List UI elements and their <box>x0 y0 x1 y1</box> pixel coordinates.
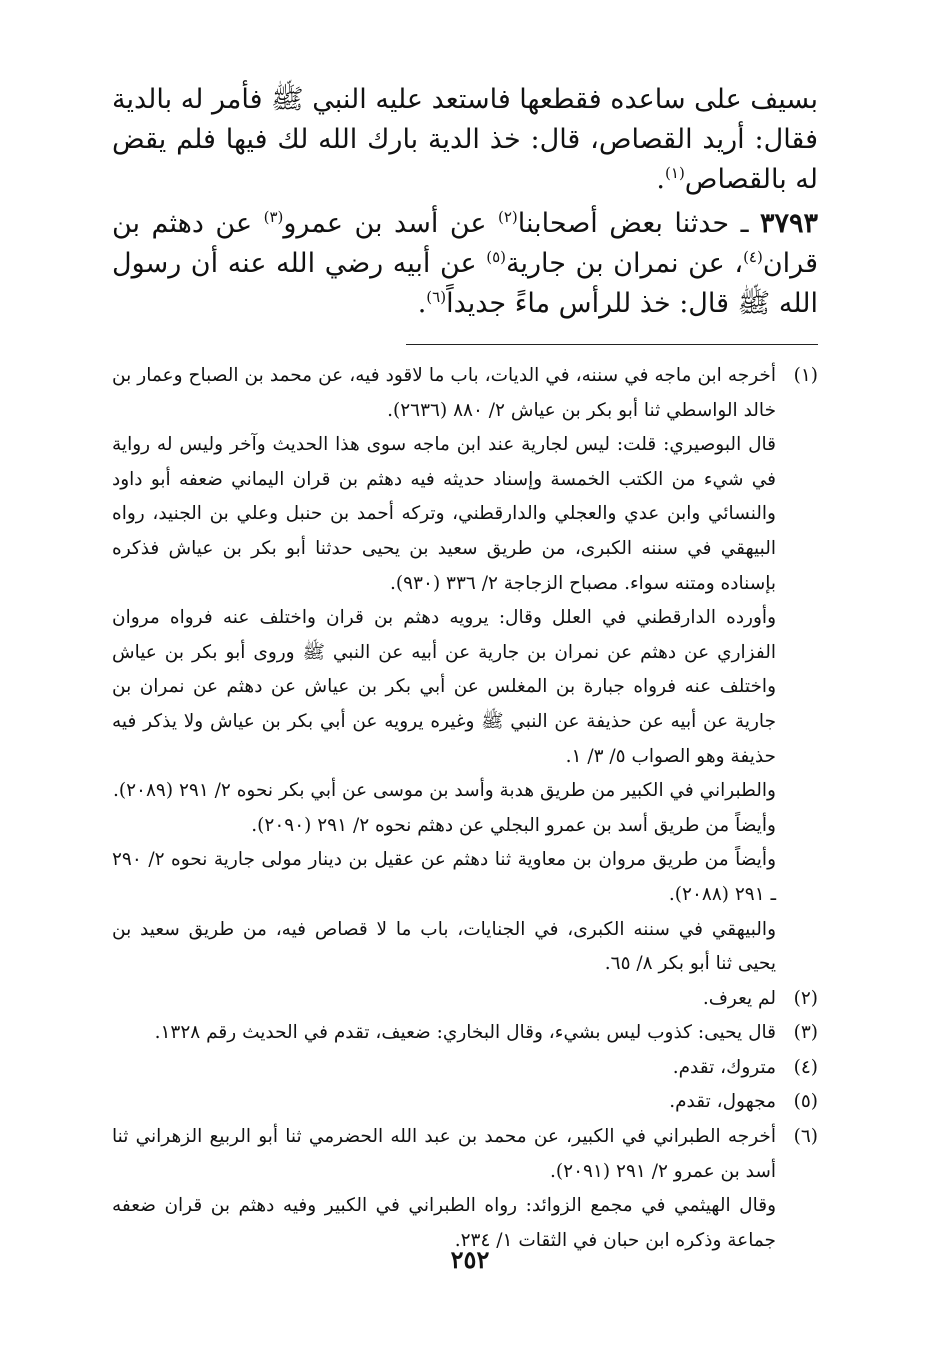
punctuation: . <box>656 164 666 195</box>
footnote-body <box>112 1085 776 1120</box>
footnote-paragraph: متروك، تقدم. <box>672 1056 776 1078</box>
footnote-1 <box>112 359 818 982</box>
footnote-5 <box>112 1085 818 1120</box>
footnote-number: (٢) <box>793 987 818 1009</box>
footnotes <box>112 359 818 1258</box>
footnote-body <box>112 359 776 982</box>
footnote-ref-2: (٢) <box>498 208 518 226</box>
main-text <box>112 80 818 324</box>
footnote-ref-1: (١) <box>665 164 685 182</box>
hadith-3793 <box>112 204 818 324</box>
hadith-text: حدثنا بعض أصحابنا <box>517 208 730 239</box>
hadith-text: عن أبيه رضي الله عنه أن رسول الله ﷺ قال: خذ للرأس ماءً جديداً <box>112 248 818 319</box>
footnote-paragraph: وقال الهيثمي في مجمع الزوائد: رواه الطبراني في الكبير وفيه دهثم بن قران ضعفه جماعة وذكره ابن حبان في الثقات ١/ ٢٣٤. <box>112 1195 776 1251</box>
footnote-paragraph: قال البوصيري: قلت: ليس لجارية عند ابن ماجه سوى هذا الحديث وآخر وليس له رواية في شيء من الكتب الخمسة وإسناد حديثه فيه دهثم بن قران اليماني ضعفه أبو داود والنسائي وابن عدي والعجلي والدارقطني، وتركه أحمد بن حنبل وعلي بن الجنيد، رواه البيهقي في سننه الكبرى، من طريق سعيد بن يحيى حدثنا أبو بكر بن عياش فذكره بإسناده ومتنه سواء. مصباح الزجاجة ٢/ ٣٣٦ (٩٣٠). <box>112 434 776 594</box>
footnote-body <box>112 982 776 1017</box>
dash: ـ <box>729 208 760 239</box>
footnote-paragraph: وأيضاً من طريق مروان بن معاوية ثنا دهثم عن عقيل بن دينار مولى جارية نحوه ٢/ ٢٩٠ ـ ٢٩١ (٢٠٨٨). <box>112 849 777 905</box>
footnote-ref-3: (٣) <box>263 208 284 226</box>
footnote-divider <box>406 344 818 345</box>
hadith-number: ٣٧٩٣ <box>760 208 819 239</box>
footnote-ref-5: (٥) <box>486 248 507 266</box>
footnote-number: (٣) <box>793 1022 818 1044</box>
footnote-body <box>112 1016 776 1051</box>
footnote-body <box>112 1120 776 1258</box>
main-paragraph-text: بسيف على ساعده فقطعها فاستعد عليه النبي ﷺ فأمر له بالدية فقال: أريد القصاص، قال: خذ الدية بارك الله لك فيها فلم يقض له بالقصاص <box>111 84 818 195</box>
hadith-text: ، عن نمران بن جارية <box>506 248 744 279</box>
footnote-paragraph: أخرجه الطبراني في الكبير، عن محمد بن عبد الله الحضرمي ثنا أبو الربيع الزهراني ثنا أسد بن عمرو ٢/ ٢٩١ (٢٠٩١). <box>112 1126 776 1182</box>
footnote-number: (٦) <box>793 1126 818 1148</box>
footnote-body <box>112 1051 776 1086</box>
footnote-paragraph: وأورده الدارقطني في العلل وقال: يرويه دهثم بن قران واختلف عنه فرواه مروان الفزاري عن دهثم عن نمران بن جارية عن أبيه عن النبي ﷺ وروى أبو بكر بن عياش واختلف عنه فرواه جبارة بن المغلس عن أبي بكر بن عياش عن دهثم عن نمران بن جارية عن أبيه عن حذيفة عن النبي ﷺ وغيره يرويه عن أبي بكر بن عياش ولا يذكر فيه حذيفة وهو الصواب ٥/ ٣/ ١. <box>112 607 776 767</box>
footnote-paragraph: وأيضاً من طريق أسد بن عمرو البجلي عن دهثم نحوه ٢/ ٢٩١ (٢٠٩٠). <box>251 814 776 836</box>
footnote-paragraph: أخرجه ابن ماجه في سننه، في الديات، باب ما لاقود فيه، عن محمد بن الصباح وعمار بن خالد الواسطي ثنا أبو بكر بن عياش ٢/ ٨٨٠ (٢٦٣٦). <box>112 365 776 421</box>
footnote-number: (٤) <box>793 1056 818 1078</box>
footnote-paragraph: لم يعرف. <box>702 987 776 1009</box>
hadith-text: عن دهثم بن قران <box>112 208 818 279</box>
footnote-ref-6: (٦) <box>426 288 447 306</box>
footnote-6 <box>112 1120 818 1258</box>
page-number: ٢٥٢ <box>450 1245 490 1274</box>
footnote-ref-4: (٤) <box>743 248 763 266</box>
footnote-paragraph: والطبراني في الكبير من طريق هدبة وأسد بن موسى عن أبي بكر نحوه ٢/ ٢٩١ (٢٠٨٩). <box>113 780 776 802</box>
footnote-3 <box>112 1016 818 1051</box>
document-page <box>112 80 818 1258</box>
hadith-text: عن أسد بن عمرو <box>283 208 498 239</box>
main-paragraph <box>112 80 818 200</box>
footnote-paragraph: والبيهقي في سننه الكبرى، في الجنايات، باب ما لا قصاص فيه، من طريق سعيد بن يحيى ثنا أبو بكر ٨/ ٦٥. <box>112 918 776 975</box>
footnote-paragraph: قال يحيى: كذوب ليس بشيء، وقال البخاري: ضعيف، تقدم في الحديث رقم ١٣٢٨. <box>154 1022 776 1044</box>
punctuation: . <box>417 288 427 319</box>
footnote-paragraph: مجهول، تقدم. <box>669 1091 776 1113</box>
footnote-number: (١) <box>793 365 818 386</box>
footnote-number: (٥) <box>793 1091 818 1113</box>
footnote-4 <box>112 1051 818 1086</box>
footnote-2 <box>112 982 818 1017</box>
